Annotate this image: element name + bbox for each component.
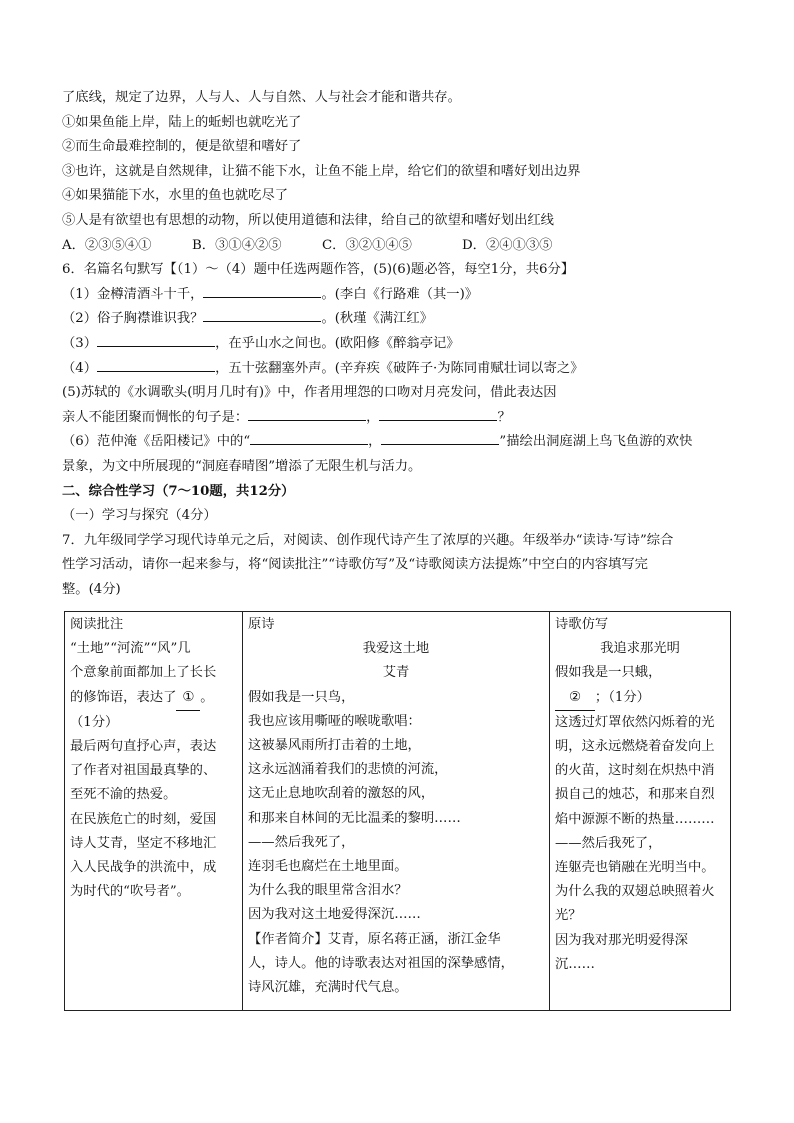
q6-item-5-line1: (5)苏轼的《水调歌头(明月几时有)》中，作者用埋怨的口吻对月亮发问，借此表达因	[62, 385, 557, 401]
q6-item-1: （1）金樽清酒斗十千， 。(李白《行路难（其一)》	[62, 283, 734, 308]
poem-line: 这被暴风雨所打击着的土地，	[248, 738, 421, 754]
note-line: 个意象前面都加上了长长	[70, 665, 217, 681]
imitation-line: 连躯壳也销融在光明当中。	[555, 860, 715, 876]
option-b: B．③①④②⑤	[192, 237, 282, 253]
answer-blank[interactable]	[250, 430, 368, 445]
answer-blank[interactable]	[248, 406, 366, 421]
col-header-original-poem: 原诗	[248, 617, 275, 632]
q6-item-6-line2: 景象，为文中所展现的“洞庭春晴图”增添了无限生机与活力。	[62, 458, 422, 474]
poem-line: 这无止息地吹刮着的激怒的风，	[248, 786, 435, 802]
option-a: A．②③⑤④①	[62, 237, 152, 253]
answer-blank[interactable]	[203, 283, 321, 298]
poem-line: ——然后我死了，	[248, 834, 355, 850]
answer-blank-1[interactable]: ①	[176, 686, 200, 711]
imitation-line: 假如我是一只蛾，	[555, 665, 662, 681]
imitation-line: 沉……	[555, 956, 595, 972]
poem-line: 连羽毛也腐烂在土地里面。	[248, 859, 408, 875]
imitation-line: 这透过灯罩依然闪烁着的光	[555, 714, 715, 730]
option-d: D．②④①③⑤	[462, 237, 553, 253]
note-line: 入人民战争的洪流中，成	[70, 860, 217, 876]
imitation-line: 因为我对那光明爱得深	[555, 932, 688, 948]
answer-blank[interactable]	[97, 332, 215, 347]
q7-line-2: 性学习活动，请你一起来参与，将“阅读批注”“诗歌仿写”及“诗歌阅读方法提炼”中空白的内容填写完	[62, 557, 648, 573]
exam-page	[62, 86, 734, 602]
sentence-2: ②而生命最难控制的，便是欲望和嗜好了	[62, 139, 302, 155]
poem-imitation-cell	[550, 612, 731, 1011]
author-bio-line: 人，诗人。他的诗歌表达对祖国的深挚感情，	[248, 955, 514, 971]
poem-line: 和那来自林间的无比温柔的黎明……	[248, 810, 461, 826]
reading-notes-cell	[65, 612, 243, 1011]
q6-item-6-line1: （6）范仲淹《岳阳楼记》中的“ ， ”描绘出洞庭湖上鸟飞鱼游的欢快	[62, 430, 734, 455]
imitation-line: 为什么我的双翅总映照着火	[555, 884, 715, 900]
note-line: “土地”“河流”“风”几	[70, 641, 191, 657]
note-line: 为时代的“吹号者”。	[70, 884, 190, 900]
option-c: C．③②①④⑤	[322, 237, 412, 253]
poem-author: 艾青	[382, 665, 410, 681]
answer-blank[interactable]	[203, 307, 321, 322]
q7-line-3: 整。(4分)	[62, 581, 121, 597]
imitation-title: 我追求那光明	[600, 641, 680, 657]
section-2-subtitle: （一）学习与探究（4分）	[62, 508, 217, 524]
note-line: 了作者对祖国最真挚的、	[70, 763, 217, 779]
note-line: （1分）	[70, 714, 119, 730]
imitation-line-blank-2: ② ；（1分）	[555, 686, 725, 711]
q6-title: 6．名篇名句默写【（1）～（4）题中任选两题作答，(5)(6)题必答，每空1分，共6分】	[62, 262, 575, 278]
q6-item-2: （2）俗子胸襟谁识我？ 。(秋瑾《满江红》	[62, 307, 734, 332]
answer-blank-2[interactable]: ②	[555, 686, 595, 711]
q6-item-3: （3） ，在乎山水之间也。(欧阳修《醉翁亭记》	[62, 332, 734, 357]
sentence-3: ③也许，这就是自然规律，让猫不能下水，让鱼不能上岸，给它们的欲望和嗜好划出边界	[62, 163, 581, 179]
q6-item-4: （4） ，五十弦翻塞外声。(辛弃疾《破阵子·为陈同甫赋壮词以寄之》	[62, 357, 734, 382]
poem-line: 我也应该用嘶哑的喉咙歌唱：	[248, 713, 421, 729]
sentence-4: ④如果猫能下水，水里的鱼也就吃尽了	[62, 188, 289, 204]
section-2-title: 二、综合性学习（7～10题，共12分）	[62, 483, 295, 499]
imitation-line: 焰中源源不断的热量………	[555, 811, 715, 827]
imitation-line: 明，这永远燃烧着奋发向上	[555, 739, 715, 755]
poem-line: 为什么我的眼里常含泪水？	[248, 883, 408, 899]
author-bio-line: 【作者简介】艾青，原名蒋正涵，浙江金华	[248, 931, 501, 947]
answer-options	[62, 234, 734, 259]
imitation-line: 损自己的烛芯，和那来自烈	[555, 787, 715, 803]
imitation-line: ——然后我死了，	[555, 835, 662, 851]
poem-line: 假如我是一只鸟，	[248, 689, 355, 705]
note-line-blank-1: 的修饰语，表达了 ① 。	[70, 686, 237, 711]
answer-blank[interactable]	[97, 357, 215, 372]
sentence-5: ⑤人是有欲望也有思想的动物，所以使用道德和法律，给自己的欲望和嗜好划出红线	[62, 212, 554, 228]
answer-blank[interactable]	[379, 406, 497, 421]
col-header-poem-imitation: 诗歌仿写	[555, 617, 609, 632]
q7-line-1: 7．九年级同学学习现代诗单元之后，对阅读、创作现代诗产生了浓厚的兴趣。年级举办“读诗·写诗”综合	[62, 532, 674, 548]
q6-item-5-line2: 亲人不能团聚而惆怅的句子是： ， ？	[62, 406, 734, 431]
poem-line: 因为我对这土地爱得深沉……	[248, 907, 421, 923]
poem-title: 我爱这土地	[362, 641, 430, 657]
sentence-1: ①如果鱼能上岸，陆上的蚯蚓也就吃光了	[62, 114, 302, 130]
note-line: 在民族危亡的时刻，爱国	[70, 811, 217, 827]
col-header-reading-notes: 阅读批注	[70, 617, 124, 632]
author-bio-line: 诗风沉雄，充满时代气息。	[248, 980, 408, 996]
answer-blank[interactable]	[381, 430, 499, 445]
note-line: 诗人艾青，坚定不移地汇	[70, 835, 217, 851]
note-line: 最后两句直抒心声，表达	[70, 739, 217, 755]
imitation-line: 光？	[555, 908, 582, 924]
imitation-line: 的火苗，这时刻在炽热中消	[555, 763, 715, 779]
intro-line: 了底线，规定了边界，人与人、人与自然、人与社会才能和谐共存。	[62, 90, 461, 105]
poem-line: 这永远汹涌着我们的悲愤的河流，	[248, 762, 448, 778]
note-line: 至死不渝的热爱。	[70, 787, 177, 803]
original-poem-cell	[243, 612, 550, 1011]
q7-table	[64, 611, 731, 1011]
